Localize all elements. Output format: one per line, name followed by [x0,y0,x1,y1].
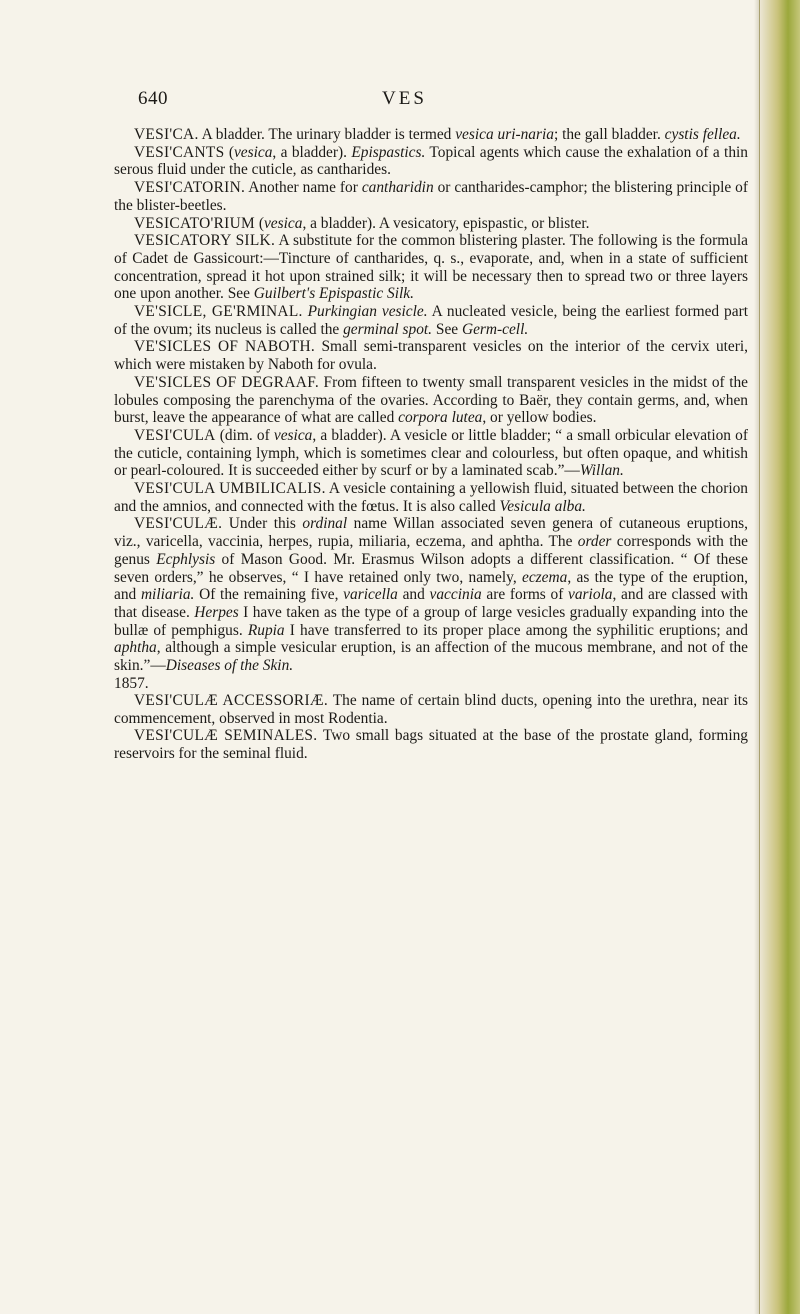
italic-text: vesica [263,214,303,232]
italic-text: cystis fellea. [664,126,741,143]
dictionary-entries [114,126,748,763]
entry-text: ( [254,214,264,232]
entry-text: of Mason Good. Mr. Erasmus Wilson adopts a different classification. “ Of these seven orders,” he observes, “ I have retained only two, namely, [114,550,748,586]
italic-text: eczema [522,568,568,586]
italic-text: Herpes [194,603,239,621]
entry-headword: VESI'CANTS [134,143,225,161]
dictionary-entry [114,515,748,691]
entry-headword: VESICATORY SILK. [134,232,276,250]
entry-text: are forms of [481,586,569,604]
entry-headword: VESICATO'RIUM [134,214,255,232]
italic-text: order [577,533,612,551]
italic-text: Rupia [247,621,285,639]
entry-text: Small semi-transparent vesicles on the interior of the cervix uteri, which were mistaken by Naboth for ovula. [114,338,748,374]
italic-text: vaccinia [429,586,482,604]
entry-text: ; the gall bladder. [553,126,665,143]
italic-text: Purkingian vesicle. [307,303,428,321]
dictionary-entry [114,303,748,338]
entry-text: I have transferred to its proper place among the syphilitic eruptions; and [284,621,748,639]
italic-text: Vesicula alba. [499,497,586,515]
entry-text: , or yellow bodies. [482,409,597,427]
entry-text: , a bladder). A vesicatory, epispastic, or blister. [302,214,590,232]
dictionary-entry [114,126,748,144]
italic-text: vesica [233,143,273,161]
italic-text: vesica uri-naria [455,126,554,143]
entry-headword: VESI'CULA UMBILICALIS. [134,480,326,498]
dictionary-entry [114,144,748,179]
entry-text: A substitute for the common blistering plaster. The following is the formula of Cadet de Gassicourt:—Tincture of cantharides, q. s., evaporate, and, when in a state of sufficient concentration, spread it hot upon strained silk; it will be necessary then to spread two or three layers one upon another. See [114,232,748,303]
dictionary-entry [114,232,748,303]
dictionary-entry [114,179,748,214]
entry-text: Another name for [245,179,362,197]
dictionary-entry [114,480,748,515]
entry-text: , although a simple vesicular eruption, is an affection of the mucous membrane, and not of the skin.”— [114,639,748,675]
running-head: VES [382,88,427,109]
page-edge [759,0,800,1314]
page-number: 640 [138,88,168,109]
entry-text: Under this [222,515,303,533]
dictionary-entry [114,692,748,727]
entry-text: A vesicle containing a yellowish fluid, situated between the chorion and the amnios, and connected with the fœtus. It is also called [114,480,748,515]
italic-text: cantharidin [361,179,434,197]
dictionary-entry [114,215,748,233]
italic-text: Willan. [579,462,624,480]
dictionary-entry [114,427,748,480]
italic-text: miliaria. [140,586,195,604]
entry-text: , as the type of the eruption, and [114,568,748,604]
italic-text: Diseases of the Skin. [165,657,294,675]
entry-headword: VE'SICLES OF NABOTH. [134,338,316,356]
entry-text: ( [224,143,234,161]
entry-text: I have taken as the type of a group of large vesicles gradually expanding into the bullæ of pemphigus. [114,603,748,639]
italic-text: Guilbert's Epispastic Silk. [253,285,414,303]
entry-headword: VE'SICLES OF DEGRAAF. [134,373,319,391]
side-note: 1857. [114,674,149,692]
entry-text: Two small bags situated at the base of the prostate gland, forming reservoirs for the seminal fluid. [114,727,748,762]
entry-text: and [397,586,430,604]
entry-headword: VE'SICLE, GE'RMINAL. [134,303,303,321]
italic-text: variola [568,586,613,604]
entry-text: , a bladder). [272,143,352,161]
entry-text: , and are classed with that disease. [114,586,749,621]
entry-text: The name of certain blind ducts, opening into the urethra, near its commencement, observed in most Rodentia. [114,691,748,727]
italic-text: ordinal [302,515,348,533]
entry-text: or cantharides-camphor; the blistering principle of the blister-beetles. [114,179,748,214]
entry-headword: VESI'CULÆ ACCESSORIÆ. [134,691,329,709]
entry-text: See [432,320,462,338]
italic-text: varicella [343,586,398,604]
entry-text: Topical agents which cause the exhalation of a thin serous fluid under the cuticle, as cantharides. [114,143,748,179]
entry-headword: VESI'CULÆ SEMINALES. [134,727,318,745]
entry-headword: VESI'CULA [134,426,216,444]
page-header [138,88,748,114]
entry-headword: VESI'CULÆ. [134,515,223,533]
entry-text: From fifteen to twenty small transparent vesicles in the midst of the lobules composing the parenchyma of the ovaries. According to Baër, they contain germs, and, when burst, leave the appearance of what are called [114,373,748,427]
italic-text: Epispastics. [351,143,426,161]
entry-text: (dim. of [215,426,274,444]
entry-text: , a bladder). A vesicle or little bladder; “ a small orbicular elevation of the cuticle, containing lymph, which is sometimes clear and colourless, but often opaque, and whitish or pearl-coloured. It is succeeded either by scurf or by a laminated scab.”— [114,426,748,480]
entry-text: corresponds with the genus [114,533,749,568]
entry-headword: VESI'CATORIN. [134,179,246,197]
italic-text: Germ-cell. [461,320,529,338]
entry-text: Of the remaining five, [194,586,344,604]
italic-text: aphtha [114,639,157,657]
italic-text: corpora lutea [398,409,483,427]
italic-text: Ecphlysis [156,550,216,568]
dictionary-entry [114,374,748,427]
entry-headword: VESI'CA. [134,126,199,143]
entry-text: A nucleated vesicle, being the earliest formed part of the ovum; its nucleus is called the [114,303,748,338]
entry-text: A bladder. The urinary bladder is termed [198,126,456,143]
dictionary-entry [114,727,748,762]
dictionary-entry [114,338,748,373]
entry-text: name Willan associated seven genera of cutaneous eruptions, viz., varicella, vaccinia, herpes, rupia, miliaria, eczema, and aphtha. The [114,515,748,551]
italic-text: vesica [273,426,313,444]
italic-text: germinal spot. [343,320,433,338]
